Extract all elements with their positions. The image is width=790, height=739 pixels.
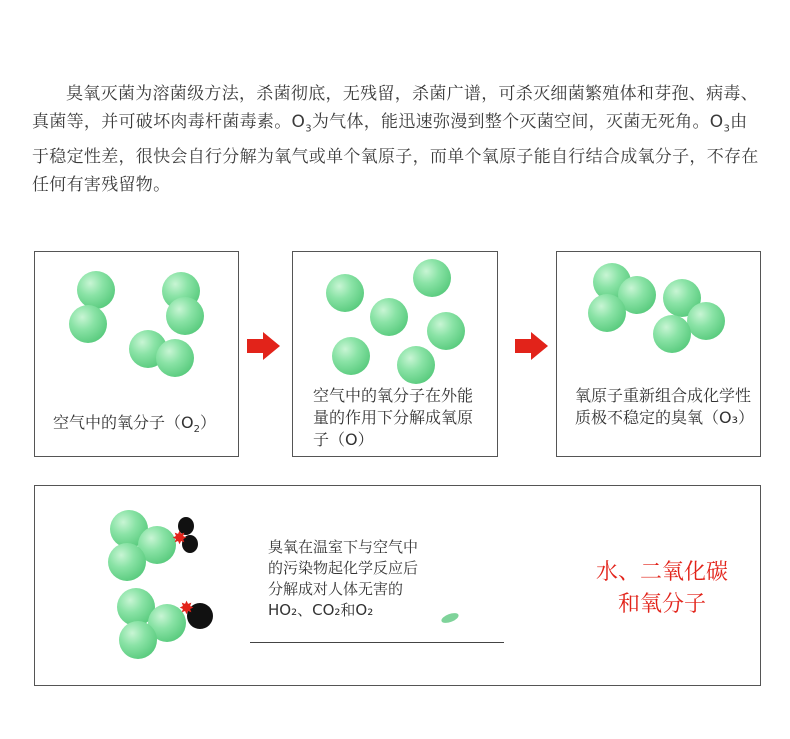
oxygen-atom [69,305,107,343]
oxygen-atom [156,339,194,377]
reaction-star-icon: ✸ [179,598,195,619]
oxygen-atom [588,294,626,332]
oxygen-atom [413,259,451,297]
intro-paragraph [32,80,762,199]
panel-oxygen-atoms [292,251,498,457]
result-text: 水、二氧化碳 和氧分子 [595,560,728,617]
panel-ozone [556,251,761,457]
panel-2-caption: 空气中的氧分子在外能量的作用下分解成氧原子（O） [313,386,474,449]
oxygen-atom [77,271,115,309]
reaction-text: 臭氧在温室下与空气中 的污染物起化学反应后 分解成对人体无害的 HO₂、CO₂和O₂ [268,538,419,619]
panel-oxygen-molecules [34,251,239,457]
reaction-star-icon: ✸ [172,528,188,549]
intro-text-3: 由于稳定性差，很快会自行分解为氧气或单个氧原子，而单个氧原子能自行结合成氧分子，不存在任何有害残留物。 [32,112,759,196]
panel-3-caption: 氧原子重新组合成化学性质极不稳定的臭氧（O₃） [575,386,755,427]
oxygen-atom [108,543,146,581]
oxygen-atom [119,621,157,659]
oxygen-atom [397,346,435,384]
intro-sub-2: 3 [723,123,731,135]
oxygen-atom [332,337,370,375]
oxygen-atom [166,297,204,335]
oxygen-atom [687,302,725,340]
oxygen-atom [326,274,364,312]
oxygen-atom [427,312,465,350]
panel-1-caption: 空气中的氧分子$(O_2)$ [53,413,216,436]
divider-line [250,642,504,643]
intro-sub-1: 3 [305,123,312,135]
intro-text-2: 为气体，能迅速弥漫到整个灭菌空间，灭菌无死角。O [311,112,724,132]
oxygen-atom [653,315,691,353]
intro-text-1: 臭氧灭菌为溶菌级方法，杀菌彻底，无残留，杀菌广谱，可杀灭细菌繁殖体和芽孢、病毒、真菌等，并可破坏肉毒杆菌毒素。O [32,84,758,132]
oxygen-atom [370,298,408,336]
